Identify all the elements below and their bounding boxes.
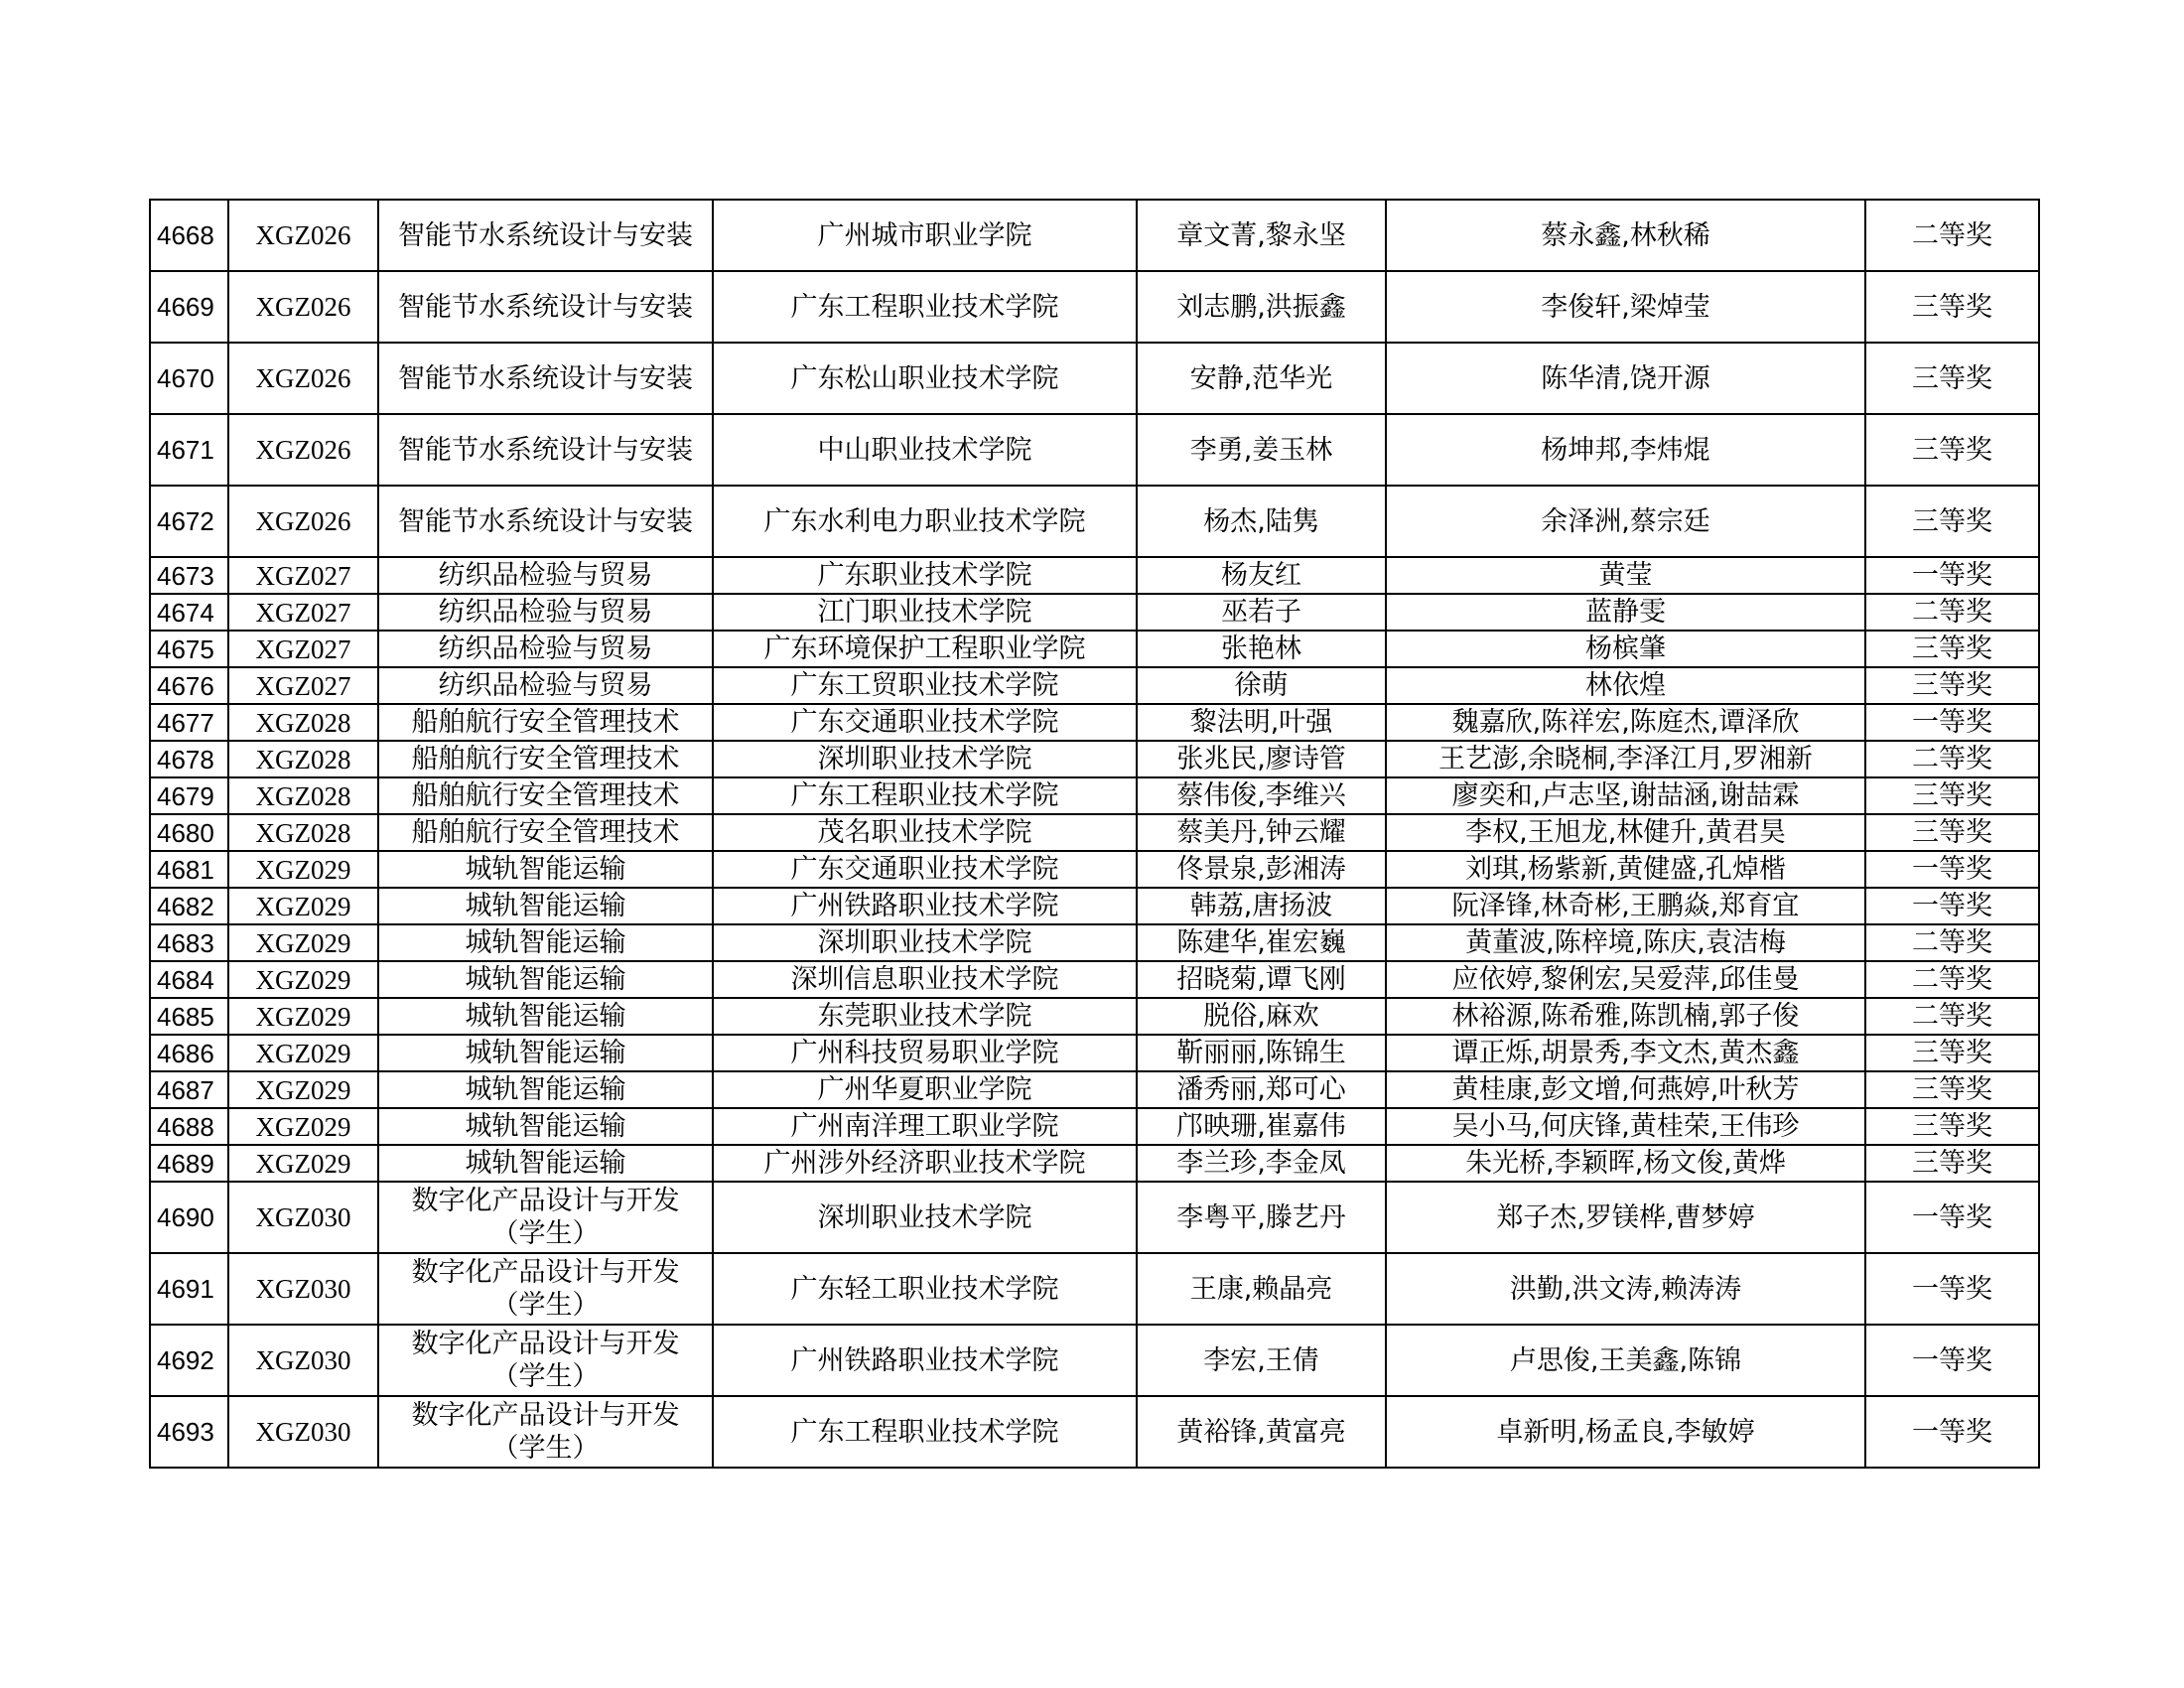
row-number: 4683 — [150, 924, 228, 961]
competition-name: 船舶航行安全管理技术 — [378, 777, 713, 814]
row-number: 4685 — [150, 998, 228, 1035]
table-row — [150, 486, 2039, 557]
school-name: 广东轻工职业技术学院 — [713, 1253, 1137, 1325]
competition-name: 城轨智能运输 — [378, 1108, 713, 1145]
competition-code: XGZ026 — [228, 200, 378, 271]
competition-code: XGZ029 — [228, 1035, 378, 1071]
table-row — [150, 557, 2039, 594]
award-level: 三等奖 — [1865, 1108, 2039, 1145]
school-name: 广州铁路职业技术学院 — [713, 888, 1137, 924]
student-names: 杨槟肇 — [1386, 631, 1865, 667]
student-names: 黄董波,陈梓境,陈庆,袁洁梅 — [1386, 924, 1865, 961]
teacher-names: 韩荔,唐扬波 — [1137, 888, 1386, 924]
teacher-names: 蔡伟俊,李维兴 — [1137, 777, 1386, 814]
row-number: 4691 — [150, 1253, 228, 1325]
competition-name: 纺织品检验与贸易 — [378, 557, 713, 594]
table-row — [150, 1145, 2039, 1182]
table-row — [150, 1325, 2039, 1396]
table-row — [150, 814, 2039, 851]
table-row — [150, 414, 2039, 486]
award-level: 一等奖 — [1865, 1325, 2039, 1396]
competition-name: 城轨智能运输 — [378, 888, 713, 924]
student-names: 卓新明,杨孟良,李敏婷 — [1386, 1396, 1865, 1468]
row-number: 4687 — [150, 1071, 228, 1108]
competition-code: XGZ028 — [228, 814, 378, 851]
teacher-names: 脱俗,麻欢 — [1137, 998, 1386, 1035]
school-name: 广东交通职业技术学院 — [713, 851, 1137, 888]
school-name: 广州涉外经济职业技术学院 — [713, 1145, 1137, 1182]
school-name: 茂名职业技术学院 — [713, 814, 1137, 851]
row-number: 4680 — [150, 814, 228, 851]
competition-name: 船舶航行安全管理技术 — [378, 741, 713, 777]
competition-code: XGZ027 — [228, 557, 378, 594]
competition-name: 智能节水系统设计与安装 — [378, 414, 713, 486]
student-names: 余泽洲,蔡宗廷 — [1386, 486, 1865, 557]
competition-code: XGZ029 — [228, 851, 378, 888]
row-number: 4677 — [150, 704, 228, 741]
table-row — [150, 888, 2039, 924]
competition-code: XGZ028 — [228, 704, 378, 741]
teacher-names: 黄裕锋,黄富亮 — [1137, 1396, 1386, 1468]
award-level: 二等奖 — [1865, 961, 2039, 998]
competition-name: 数字化产品设计与开发（学生） — [378, 1396, 713, 1468]
competition-name: 船舶航行安全管理技术 — [378, 704, 713, 741]
award-level: 二等奖 — [1865, 924, 2039, 961]
teacher-names: 邝映珊,崔嘉伟 — [1137, 1108, 1386, 1145]
competition-code: XGZ027 — [228, 631, 378, 667]
competition-code: XGZ028 — [228, 741, 378, 777]
teacher-names: 巫若子 — [1137, 594, 1386, 631]
competition-name: 智能节水系统设计与安装 — [378, 486, 713, 557]
student-names: 吴小马,何庆锋,黄桂荣,王伟珍 — [1386, 1108, 1865, 1145]
competition-name: 城轨智能运输 — [378, 924, 713, 961]
row-number: 4672 — [150, 486, 228, 557]
award-level: 三等奖 — [1865, 631, 2039, 667]
row-number: 4686 — [150, 1035, 228, 1071]
teacher-names: 潘秀丽,郑可心 — [1137, 1071, 1386, 1108]
school-name: 广东环境保护工程职业学院 — [713, 631, 1137, 667]
row-number: 4693 — [150, 1396, 228, 1468]
teacher-names: 徐萌 — [1137, 667, 1386, 704]
competition-code: XGZ029 — [228, 1071, 378, 1108]
teacher-names: 安静,范华光 — [1137, 343, 1386, 414]
school-name: 江门职业技术学院 — [713, 594, 1137, 631]
student-names: 蓝静雯 — [1386, 594, 1865, 631]
row-number: 4678 — [150, 741, 228, 777]
teacher-names: 陈建华,崔宏巍 — [1137, 924, 1386, 961]
award-level: 三等奖 — [1865, 667, 2039, 704]
student-names: 陈华清,饶开源 — [1386, 343, 1865, 414]
competition-name: 数字化产品设计与开发（学生） — [378, 1253, 713, 1325]
award-level: 一等奖 — [1865, 704, 2039, 741]
competition-code: XGZ026 — [228, 271, 378, 343]
school-name: 广东工贸职业技术学院 — [713, 667, 1137, 704]
student-names: 朱光桥,李颖晖,杨文俊,黄烨 — [1386, 1145, 1865, 1182]
competition-code: XGZ026 — [228, 486, 378, 557]
table-row — [150, 998, 2039, 1035]
teacher-names: 李粤平,滕艺丹 — [1137, 1182, 1386, 1253]
award-level: 三等奖 — [1865, 1071, 2039, 1108]
teacher-names: 章文菁,黎永坚 — [1137, 200, 1386, 271]
row-number: 4676 — [150, 667, 228, 704]
competition-code: XGZ029 — [228, 924, 378, 961]
table-row — [150, 1253, 2039, 1325]
competition-name: 纺织品检验与贸易 — [378, 667, 713, 704]
competition-code: XGZ026 — [228, 414, 378, 486]
school-name: 广东工程职业技术学院 — [713, 271, 1137, 343]
teacher-names: 张艳林 — [1137, 631, 1386, 667]
competition-name: 纺织品检验与贸易 — [378, 594, 713, 631]
competition-code: XGZ030 — [228, 1182, 378, 1253]
table-row — [150, 1035, 2039, 1071]
competition-code: XGZ027 — [228, 594, 378, 631]
award-level: 三等奖 — [1865, 777, 2039, 814]
competition-code: XGZ027 — [228, 667, 378, 704]
award-level: 三等奖 — [1865, 343, 2039, 414]
table-row — [150, 631, 2039, 667]
competition-name: 城轨智能运输 — [378, 1145, 713, 1182]
competition-name: 城轨智能运输 — [378, 961, 713, 998]
row-number: 4673 — [150, 557, 228, 594]
competition-code: XGZ029 — [228, 1145, 378, 1182]
school-name: 广州华夏职业学院 — [713, 1071, 1137, 1108]
award-level: 三等奖 — [1865, 814, 2039, 851]
competition-code: XGZ029 — [228, 888, 378, 924]
award-level: 三等奖 — [1865, 486, 2039, 557]
school-name: 深圳职业技术学院 — [713, 924, 1137, 961]
table-row — [150, 594, 2039, 631]
teacher-names: 杨友红 — [1137, 557, 1386, 594]
teacher-names: 蔡美丹,钟云耀 — [1137, 814, 1386, 851]
school-name: 中山职业技术学院 — [713, 414, 1137, 486]
school-name: 广州城市职业学院 — [713, 200, 1137, 271]
row-number: 4681 — [150, 851, 228, 888]
student-names: 杨坤邦,李炜焜 — [1386, 414, 1865, 486]
award-level: 一等奖 — [1865, 1253, 2039, 1325]
row-number: 4688 — [150, 1108, 228, 1145]
competition-name: 城轨智能运输 — [378, 1035, 713, 1071]
table-row — [150, 271, 2039, 343]
competition-name: 城轨智能运输 — [378, 998, 713, 1035]
teacher-names: 刘志鹏,洪振鑫 — [1137, 271, 1386, 343]
row-number: 4668 — [150, 200, 228, 271]
table-row — [150, 200, 2039, 271]
teacher-names: 李兰珍,李金凤 — [1137, 1145, 1386, 1182]
competition-code: XGZ029 — [228, 961, 378, 998]
teacher-names: 李勇,姜玉林 — [1137, 414, 1386, 486]
competition-code: XGZ029 — [228, 1108, 378, 1145]
table-row — [150, 667, 2039, 704]
award-level: 一等奖 — [1865, 1396, 2039, 1468]
table-row — [150, 851, 2039, 888]
row-number: 4679 — [150, 777, 228, 814]
award-level: 三等奖 — [1865, 1035, 2039, 1071]
table-row — [150, 1182, 2039, 1253]
student-names: 蔡永鑫,林秋稀 — [1386, 200, 1865, 271]
award-level: 二等奖 — [1865, 741, 2039, 777]
competition-name: 城轨智能运输 — [378, 1071, 713, 1108]
student-names: 廖奕和,卢志坚,谢喆涵,谢喆霖 — [1386, 777, 1865, 814]
row-number: 4690 — [150, 1182, 228, 1253]
competition-name: 智能节水系统设计与安装 — [378, 343, 713, 414]
row-number: 4670 — [150, 343, 228, 414]
table-body — [150, 200, 2039, 1468]
row-number: 4692 — [150, 1325, 228, 1396]
student-names: 林依煌 — [1386, 667, 1865, 704]
school-name: 深圳职业技术学院 — [713, 741, 1137, 777]
school-name: 广州南洋理工职业学院 — [713, 1108, 1137, 1145]
award-level: 一等奖 — [1865, 851, 2039, 888]
competition-name: 智能节水系统设计与安装 — [378, 200, 713, 271]
row-number: 4674 — [150, 594, 228, 631]
school-name: 广东工程职业技术学院 — [713, 1396, 1137, 1468]
award-level: 一等奖 — [1865, 1182, 2039, 1253]
school-name: 广东交通职业技术学院 — [713, 704, 1137, 741]
table-row — [150, 343, 2039, 414]
competition-code: XGZ028 — [228, 777, 378, 814]
school-name: 广州铁路职业技术学院 — [713, 1325, 1137, 1396]
student-names: 应依婷,黎俐宏,吴爱萍,邱佳曼 — [1386, 961, 1865, 998]
student-names: 谭正烁,胡景秀,李文杰,黄杰鑫 — [1386, 1035, 1865, 1071]
student-names: 洪勤,洪文涛,赖涛涛 — [1386, 1253, 1865, 1325]
award-level: 二等奖 — [1865, 594, 2039, 631]
school-name: 深圳职业技术学院 — [713, 1182, 1137, 1253]
school-name: 广东工程职业技术学院 — [713, 777, 1137, 814]
teacher-names: 王康,赖晶亮 — [1137, 1253, 1386, 1325]
student-names: 刘琪,杨紫新,黄健盛,孔焯楷 — [1386, 851, 1865, 888]
student-names: 魏嘉欣,陈祥宏,陈庭杰,谭泽欣 — [1386, 704, 1865, 741]
teacher-names: 佟景泉,彭湘涛 — [1137, 851, 1386, 888]
award-level: 二等奖 — [1865, 200, 2039, 271]
row-number: 4689 — [150, 1145, 228, 1182]
table-row — [150, 924, 2039, 961]
student-names: 阮泽锋,林奇彬,王鹏焱,郑育宜 — [1386, 888, 1865, 924]
student-names: 李俊轩,梁焯莹 — [1386, 271, 1865, 343]
award-level: 一等奖 — [1865, 557, 2039, 594]
teacher-names: 靳丽丽,陈锦生 — [1137, 1035, 1386, 1071]
competition-code: XGZ030 — [228, 1253, 378, 1325]
row-number: 4671 — [150, 414, 228, 486]
student-names: 黄莹 — [1386, 557, 1865, 594]
student-names: 李权,王旭龙,林健升,黄君昊 — [1386, 814, 1865, 851]
row-number: 4675 — [150, 631, 228, 667]
school-name: 广东职业技术学院 — [713, 557, 1137, 594]
competition-name: 城轨智能运输 — [378, 851, 713, 888]
table-row — [150, 1071, 2039, 1108]
row-number: 4684 — [150, 961, 228, 998]
award-level: 二等奖 — [1865, 998, 2039, 1035]
competition-name: 智能节水系统设计与安装 — [378, 271, 713, 343]
row-number: 4682 — [150, 888, 228, 924]
table-row — [150, 741, 2039, 777]
student-names: 郑子杰,罗镁桦,曹梦婷 — [1386, 1182, 1865, 1253]
table-row — [150, 777, 2039, 814]
teacher-names: 招晓菊,谭飞刚 — [1137, 961, 1386, 998]
school-name: 深圳信息职业技术学院 — [713, 961, 1137, 998]
competition-code: XGZ026 — [228, 343, 378, 414]
table-row — [150, 704, 2039, 741]
student-names: 王艺澎,余晓桐,李泽江月,罗湘新 — [1386, 741, 1865, 777]
competition-name: 纺织品检验与贸易 — [378, 631, 713, 667]
table-row — [150, 961, 2039, 998]
competition-code: XGZ030 — [228, 1396, 378, 1468]
student-names: 林裕源,陈希雅,陈凯楠,郭子俊 — [1386, 998, 1865, 1035]
competition-code: XGZ030 — [228, 1325, 378, 1396]
competition-name: 船舶航行安全管理技术 — [378, 814, 713, 851]
competition-name: 数字化产品设计与开发（学生） — [378, 1325, 713, 1396]
table-row — [150, 1108, 2039, 1145]
school-name: 广州科技贸易职业学院 — [713, 1035, 1137, 1071]
award-level: 三等奖 — [1865, 414, 2039, 486]
school-name: 东莞职业技术学院 — [713, 998, 1137, 1035]
teacher-names: 李宏,王倩 — [1137, 1325, 1386, 1396]
competition-name: 数字化产品设计与开发（学生） — [378, 1182, 713, 1253]
award-level: 三等奖 — [1865, 1145, 2039, 1182]
student-names: 黄桂康,彭文增,何燕婷,叶秋芳 — [1386, 1071, 1865, 1108]
row-number: 4669 — [150, 271, 228, 343]
competition-code: XGZ029 — [228, 998, 378, 1035]
award-level: 一等奖 — [1865, 888, 2039, 924]
teacher-names: 张兆民,廖诗管 — [1137, 741, 1386, 777]
teacher-names: 杨杰,陆隽 — [1137, 486, 1386, 557]
school-name: 广东松山职业技术学院 — [713, 343, 1137, 414]
table-row — [150, 1396, 2039, 1468]
teacher-names: 黎法明,叶强 — [1137, 704, 1386, 741]
award-level: 三等奖 — [1865, 271, 2039, 343]
school-name: 广东水利电力职业技术学院 — [713, 486, 1137, 557]
award-table — [149, 199, 2040, 1469]
student-names: 卢思俊,王美鑫,陈锦 — [1386, 1325, 1865, 1396]
